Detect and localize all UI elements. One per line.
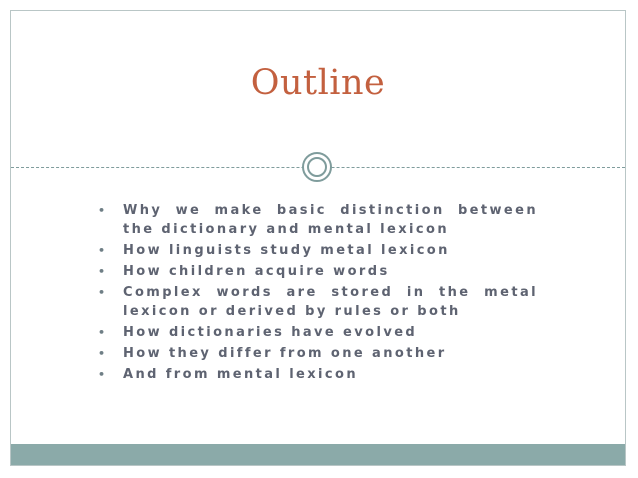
bullet-text: How linguists study metal lexicon: [123, 243, 450, 258]
bullet-dot-icon: •: [98, 326, 106, 339]
bullet-text: How they differ from one another: [123, 346, 447, 361]
bullet-dot-icon: •: [98, 244, 106, 257]
ring-ornament-icon: [302, 152, 332, 182]
bullet-text: How dictionaries have evolved: [123, 325, 418, 340]
bullet-dot-icon: •: [98, 286, 106, 299]
bullet-dot-icon: •: [98, 265, 106, 278]
bullet-text: Complex words are stored in the metal lexicon or derived by rules or both: [123, 285, 538, 319]
inner-ring-icon: [307, 157, 327, 177]
list-item: [98, 241, 538, 260]
bullet-dot-icon: •: [98, 204, 106, 217]
list-item: [98, 344, 538, 363]
bullet-dot-icon: •: [98, 347, 106, 360]
bullet-text: Why we make basic distinction between the dictionary and mental lexicon: [123, 203, 538, 237]
bullet-dot-icon: •: [98, 368, 106, 381]
slide-title: Outline: [250, 63, 386, 103]
bullet-text: And from mental lexicon: [123, 367, 359, 382]
list-item: [98, 283, 538, 321]
list-item: [98, 262, 538, 281]
bullet-list: [98, 201, 538, 386]
slide: [10, 10, 626, 466]
bullet-text: How children acquire words: [123, 264, 390, 279]
footer-bar: [11, 444, 625, 465]
list-item: [98, 323, 538, 342]
list-item: [98, 201, 538, 239]
list-item: [98, 365, 538, 384]
